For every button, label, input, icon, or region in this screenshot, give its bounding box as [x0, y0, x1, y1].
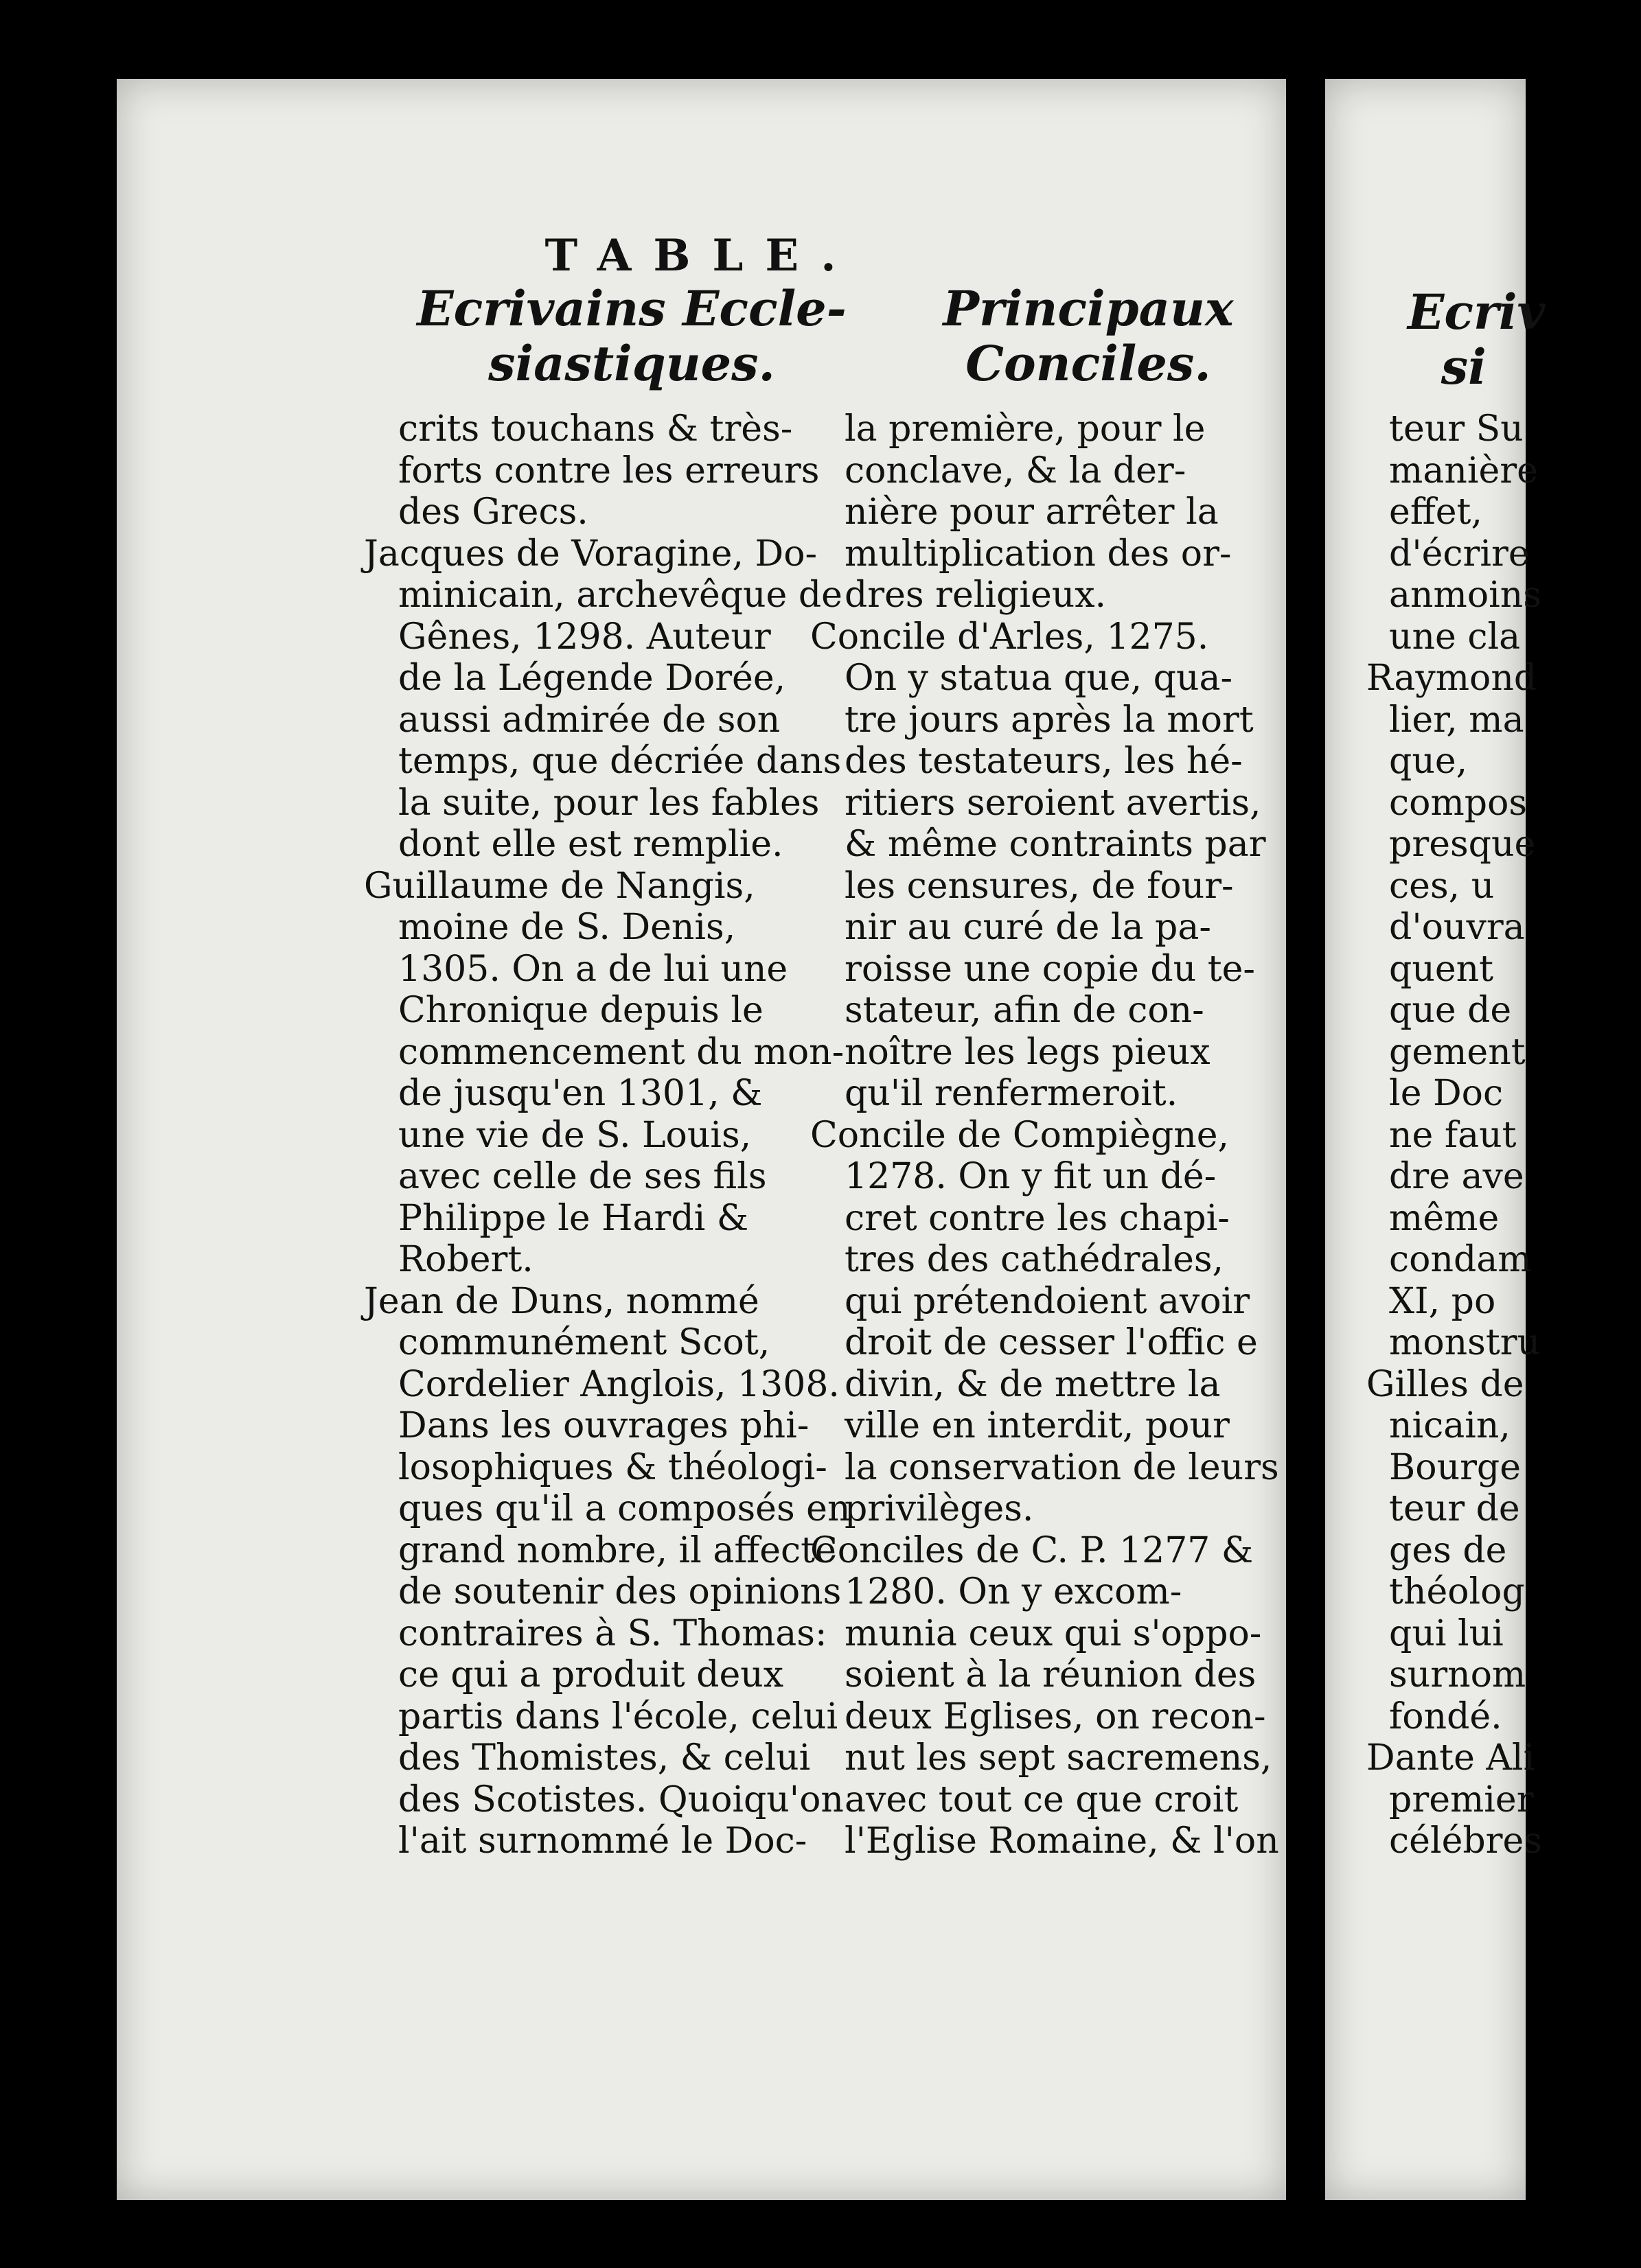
entry-line: Concile de Compiègne, — [810, 1114, 1230, 1156]
councils-column — [810, 408, 1359, 1862]
entry-line: de jusqu'en 1301, & — [398, 1073, 763, 1114]
entry-line: ques qu'il a composés en — [398, 1488, 851, 1529]
entry-line: d'ouvra — [1366, 907, 1525, 948]
entry-line: fondé. — [1366, 1696, 1502, 1737]
entry-line: partis dans l'école, celui — [398, 1696, 838, 1737]
entry-line: avec celle de ses fils — [398, 1156, 767, 1197]
entry-line: qui lui — [1366, 1612, 1504, 1654]
entry-line: l'Eglise Romaine, & l'on — [845, 1820, 1279, 1862]
entry-line: des testateurs, les hé- — [845, 741, 1243, 782]
page-header: TABLE. — [544, 230, 858, 281]
entry-line: Gênes, 1298. Auteur — [398, 616, 771, 658]
entry-line: teur de — [1366, 1488, 1520, 1529]
entry-line: Jacques de Voragine, Do- — [364, 533, 818, 575]
entry-line: de la Légende Dorée, — [398, 658, 786, 699]
entry-line: Cordelier Anglois, 1308. — [398, 1363, 840, 1405]
entry-line: nicain, — [1366, 1405, 1511, 1446]
entry-line: multiplication des or- — [845, 533, 1232, 575]
entry-line: dres religieux. — [845, 575, 1107, 616]
entry-line: que de — [1366, 990, 1512, 1031]
entry-line: 1305. On a de lui une — [398, 948, 788, 990]
entry-line: 1280. On y excom- — [845, 1571, 1182, 1612]
entry-line: soient à la réunion des — [845, 1654, 1256, 1696]
entry-line: anmoins — [1366, 575, 1541, 616]
entry-line: même — [1366, 1197, 1511, 1239]
entry-line: ce qui a produit deux — [398, 1654, 784, 1696]
entry-line: qu'il renfermeroit. — [845, 1073, 1178, 1114]
entry-line: aussi admirée de son — [398, 699, 781, 741]
entry-line: moine de S. Denis, — [398, 907, 736, 948]
entry-line: des Grecs. — [398, 491, 588, 533]
continued-entry — [810, 408, 1359, 616]
entry-line: Gilles de — [1366, 1363, 1524, 1405]
entry-line: losophiques & théologi- — [398, 1446, 827, 1488]
entry-line: premier — [1366, 1779, 1534, 1820]
entry-line: avec tout ce que croit — [845, 1779, 1239, 1820]
entry-line: Guillaume de Nangis, — [364, 865, 755, 907]
entry-line: la conservation de leurs — [845, 1446, 1279, 1488]
entry-line: presque — [1366, 824, 1536, 865]
entry-line: dre ave — [1366, 1156, 1524, 1197]
entry-line: la suite, pour les fables — [398, 782, 820, 824]
entry-line: une cla — [1366, 616, 1521, 658]
entry-line: d'écrire — [1366, 533, 1530, 575]
column-heading-councils: Principaux Conciles. — [943, 280, 1234, 392]
table-entry — [810, 616, 1359, 1115]
entry-line: Philippe le Hardi & — [398, 1197, 749, 1239]
entry-line: ritiers seroient avertis, — [845, 782, 1261, 824]
entry-line: conclave, & la der- — [845, 450, 1186, 491]
entry-line: grand nombre, il affecte — [398, 1529, 836, 1571]
entry-line: gement — [1366, 1031, 1526, 1073]
entry-line: des Scotistes. Quoiqu'on — [398, 1779, 844, 1820]
entry-line: les censures, de four- — [845, 865, 1234, 907]
entry-line: surnom — [1366, 1654, 1526, 1696]
entry-line: tre jours après la mort — [845, 699, 1254, 741]
entry-line: la première, pour le — [845, 408, 1206, 450]
entry-line: XI, po — [1366, 1280, 1496, 1322]
table-entry — [810, 1530, 1359, 1862]
entry-line: privilèges. — [845, 1488, 1034, 1529]
entry-line: cret contre les chapi- — [845, 1197, 1230, 1239]
entry-line: lier, ma — [1366, 699, 1524, 741]
table-entry — [810, 1115, 1359, 1530]
entry-line: Chronique depuis le — [398, 990, 764, 1031]
entry-line: ville en interdit, pour — [845, 1405, 1230, 1446]
entry-line: monstru — [1366, 1322, 1541, 1363]
entry-line: Dante Ali — [1366, 1737, 1535, 1779]
entry-line: temps, que décriée dans — [398, 741, 842, 782]
entry-line: quent — [1366, 948, 1505, 990]
entry-line: Concile d'Arles, 1275. — [810, 616, 1209, 658]
column-heading-writers: Ecrivains Eccle- siastiques. — [417, 280, 847, 392]
entry-line: des Thomistes, & celui — [398, 1737, 811, 1779]
entry-line: l'ait surnommé le Doc- — [398, 1820, 807, 1862]
entry-line: deux Eglises, on recon- — [845, 1696, 1266, 1737]
entry-line: noître les legs pieux — [845, 1031, 1210, 1073]
entry-line: On y statua que, qua- — [845, 658, 1233, 699]
entry-line: que, — [1366, 741, 1479, 782]
entry-line: manière — [1366, 450, 1538, 491]
entry-line: théolog — [1366, 1571, 1525, 1612]
entry-line: nir au curé de la pa- — [845, 907, 1211, 948]
entry-line: & même contraints par — [845, 824, 1266, 865]
entry-line: stateur, afin de con- — [845, 990, 1204, 1031]
entry-line: le Doc — [1366, 1073, 1504, 1114]
entry-line: compos — [1366, 782, 1528, 824]
entry-line: contraires à S. Thomas: — [398, 1612, 827, 1654]
entry-line: teur Su — [1366, 408, 1524, 450]
entry-line: minicain, archevêque de — [398, 575, 842, 616]
entry-line: crits touchans & très- — [398, 408, 793, 450]
entry-line: divin, & de mettre la — [845, 1363, 1221, 1405]
entry-line: communément Scot, — [398, 1322, 770, 1363]
entry-line: Raymond — [1366, 658, 1537, 699]
entry-line: Robert. — [398, 1239, 533, 1280]
entry-line: effet, — [1366, 491, 1494, 533]
left-page — [117, 79, 1286, 2200]
entry-line: forts contre les erreurs — [398, 450, 820, 491]
entry-line: nut les sept sacremens, — [845, 1737, 1272, 1779]
entry-line: nière pour arrêter la — [845, 491, 1219, 533]
entry-line: 1278. On y fit un dé- — [845, 1156, 1217, 1197]
entry-line: ne faut — [1366, 1114, 1517, 1156]
entry-line: ces, u — [1366, 865, 1495, 907]
right-page — [1325, 79, 1546, 2200]
entry-line: tres des cathédrales, — [845, 1239, 1224, 1280]
entry-line: de soutenir des opinions — [398, 1571, 842, 1612]
entry-line: qui prétendoient avoir — [845, 1280, 1250, 1322]
entry-line: dont elle est remplie. — [398, 824, 783, 865]
entry-line: commencement du mon- — [398, 1031, 845, 1073]
entry-line: célébres — [1366, 1820, 1542, 1862]
entry-line: droit de cesser l'offic e — [845, 1322, 1258, 1363]
entry-line: une vie de S. Louis, — [398, 1114, 752, 1156]
entry-line: ges de — [1366, 1529, 1507, 1571]
entry-line: condam — [1366, 1239, 1532, 1280]
entry-line: roisse une copie du te- — [845, 948, 1255, 990]
right-column — [1366, 408, 1641, 1862]
entry-line: Jean de Duns, nommé — [364, 1280, 759, 1322]
entry-line: Bourge — [1366, 1446, 1521, 1488]
entry-line: Conciles de C. P. 1277 & — [810, 1529, 1254, 1571]
entry-line: Dans les ouvrages phi- — [398, 1405, 810, 1446]
entry-line: munia ceux qui s'oppo- — [845, 1612, 1262, 1654]
right-column-heading: Ecriv si — [1408, 284, 1546, 395]
